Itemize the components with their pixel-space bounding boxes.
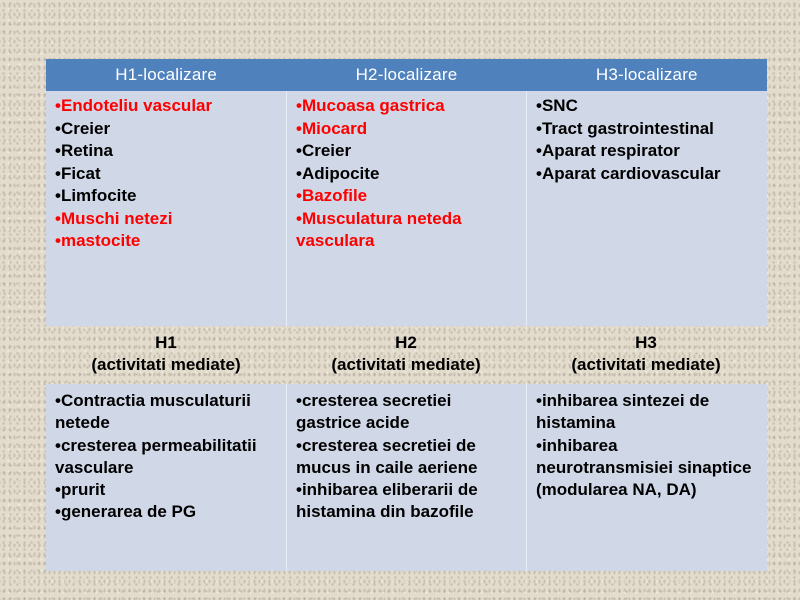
histamine-receptor-table [46,59,767,522]
h2-activities-cell [286,384,526,571]
list-item: •Adipocite [296,163,380,183]
list-item: •Creier [296,141,352,160]
list-item: •inhibarea sintezei de histamina [536,391,710,433]
h1-localization-cell [46,91,286,326]
list-item: •Mucoasa gastrica [296,96,445,115]
h2-title: H2 [395,333,417,352]
list-item: •inhibarea neurotransmisiei sinaptice (modularea NA, DA) [536,435,752,500]
h2-localization-cell [286,91,526,326]
h1-activities-cell [46,384,286,571]
h3-title: H3 [635,333,657,352]
h1-mediated-header [46,326,286,384]
list-item: •Muschi netezi [55,208,173,228]
h3-localization-cell [526,91,766,326]
list-item: •Aparat cardiovascular [536,163,721,183]
list-item: •cresterea secretiei de mucus in caile aeriene [296,435,478,477]
list-item: •prurit [55,480,106,500]
h3-subtitle: (activitati mediate) [571,355,721,374]
h3-activities-cell [526,384,766,571]
list-item: •Limfocite [55,186,137,205]
table-header-row [46,59,767,91]
list-item: •cresterea permeabilitatii vasculare [55,435,257,477]
header-h1-localizare: H1-localizare [115,65,218,84]
list-item: •Creier [55,118,111,138]
list-item: •generarea de PG [55,502,197,522]
list-item: •Tract gastrointestinal [536,118,714,138]
list-item: •Contractia musculaturii netede [55,391,251,433]
activities-row [46,384,767,571]
h3-mediated-header [526,326,766,384]
localization-row [46,91,767,326]
list-item: •Aparat respirator [536,141,680,160]
list-item: •Musculatura neteda vasculara [296,208,462,250]
header-h2-localizare: H2-localizare [355,65,458,84]
header-h3-localizare: H3-localizare [595,65,698,84]
list-item: •Retina [55,141,113,160]
h2-mediated-header [286,326,526,384]
list-item: •mastocite [55,231,141,250]
list-item: •inhibarea eliberarii de histamina din bazofile [296,480,478,522]
list-item: •cresterea secretiei gastrice acide [296,391,452,433]
list-item: •SNC [536,96,578,115]
list-item: •Ficat [55,163,101,183]
h2-subtitle: (activitati mediate) [331,355,481,374]
list-item: •Miocard [296,118,368,138]
h1-subtitle: (activitati mediate) [91,355,241,374]
h1-title: H1 [155,333,177,352]
list-item: •Endoteliu vascular [55,96,213,115]
list-item: •Bazofile [296,186,368,205]
mediated-activities-header-row [46,326,767,384]
